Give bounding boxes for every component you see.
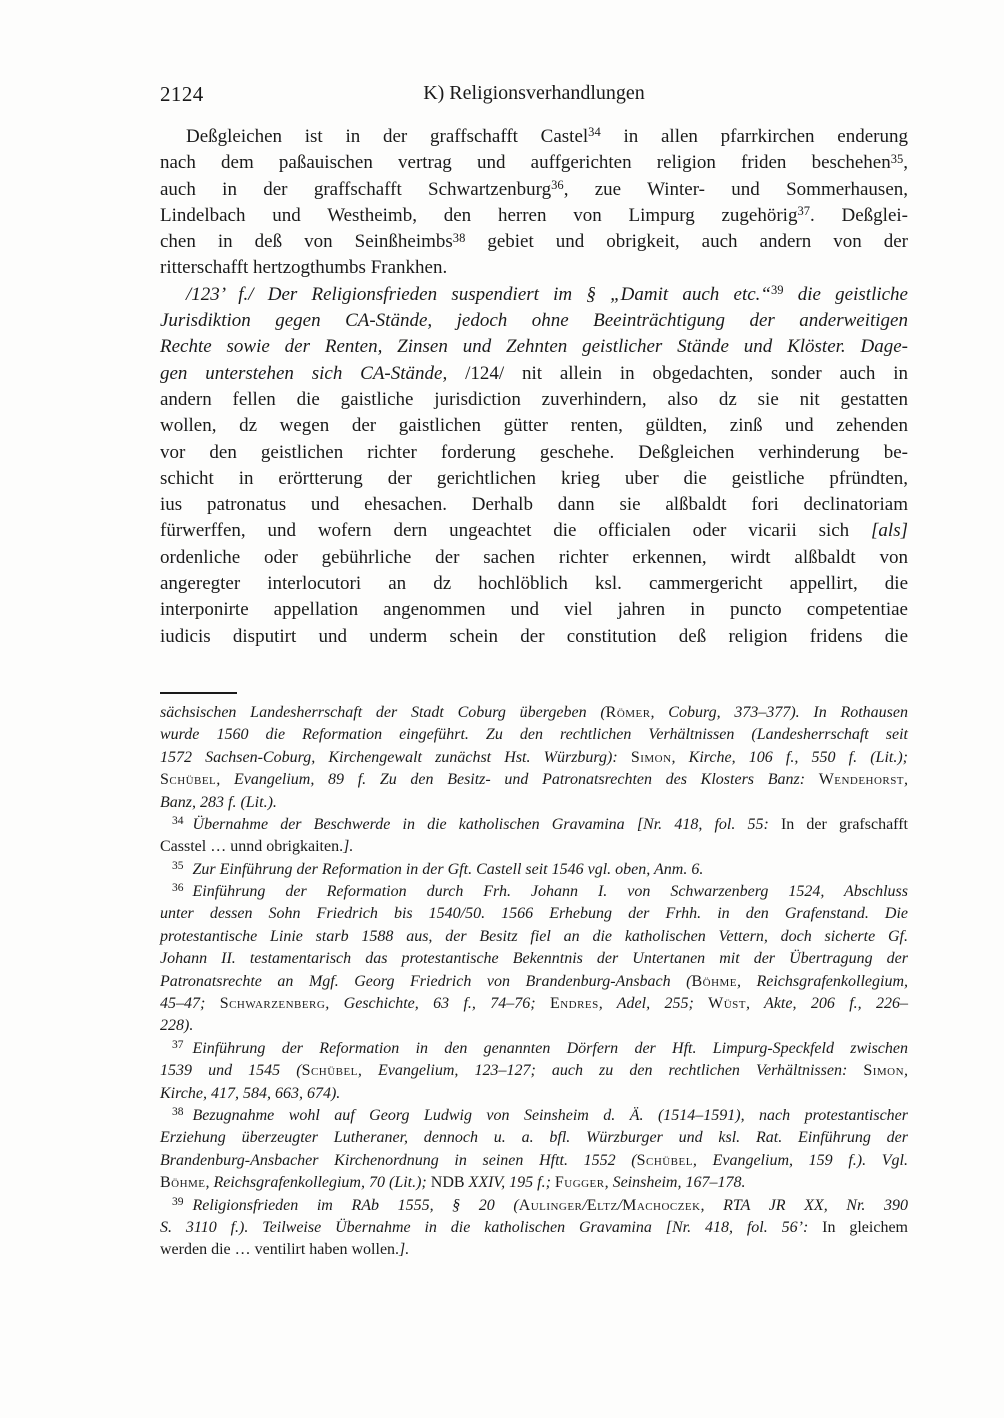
text-run: ritterschafft hertzogthumbs Frankhen. bbox=[160, 257, 448, 279]
smallcaps-name: Wüst bbox=[708, 995, 746, 1013]
smallcaps-name: Schwarzenberg bbox=[219, 995, 326, 1013]
text-line bbox=[160, 413, 908, 439]
text-line bbox=[160, 836, 908, 858]
smallcaps-name: Böhme bbox=[691, 972, 737, 990]
text-line bbox=[160, 1127, 908, 1149]
text-run: 45–47; bbox=[160, 995, 220, 1013]
text-line bbox=[160, 1172, 908, 1194]
smallcaps-name: Endres bbox=[549, 995, 599, 1013]
text-run: , Akte, 206 f., 226– bbox=[745, 995, 909, 1013]
text-run: ordenliche oder gebührliche der sachen richter erkennen, wirdt alßbaldt von bbox=[160, 546, 908, 568]
text-run: 228). bbox=[160, 1017, 194, 1035]
text-run: , Reichsgrafenkollegium, bbox=[736, 972, 908, 990]
text-line bbox=[160, 440, 908, 466]
smallcaps-name: Aulinger bbox=[518, 1196, 583, 1214]
text-line bbox=[160, 229, 908, 255]
text-line bbox=[160, 859, 908, 881]
text-run: NDB bbox=[430, 1174, 465, 1192]
smallcaps-name: Schübel bbox=[636, 1151, 693, 1169]
smallcaps-name: Eltz bbox=[586, 1196, 618, 1214]
text-run: ]. bbox=[343, 838, 354, 856]
footnote-ref: 39 bbox=[771, 283, 784, 298]
main-text bbox=[160, 124, 908, 650]
footnote-marker: 37 bbox=[172, 1039, 184, 1052]
text-line bbox=[160, 124, 908, 150]
footnote-marker: 38 bbox=[172, 1106, 184, 1119]
text-run: Übernahme der Beschwerde in die katholischen Gravamina [Nr. 418, fol. 55: bbox=[192, 815, 781, 833]
footnote-ref: 34 bbox=[588, 125, 601, 140]
text-run: schicht in erörtterung der gerichtlichen krieg uber die geistliche pfründten, bbox=[160, 467, 908, 489]
text-run: Bezugnahme wohl auf Georg Ludwig von Seinsheim d. Ä. (1514–1591), nach protestantischer bbox=[192, 1106, 908, 1124]
smallcaps-name: Römer bbox=[605, 703, 651, 721]
text-run: wollen, dz wegen der gaistlichen gütter renten, güldten, zinß und zehenden bbox=[160, 415, 908, 437]
text-line bbox=[160, 903, 908, 925]
footnote-marker: 34 bbox=[172, 815, 184, 828]
text-line bbox=[160, 255, 908, 281]
text-run: , Kirche, 106 f., 550 f. (Lit.); bbox=[671, 748, 908, 766]
text-run: XXIV, 195 f.; bbox=[464, 1174, 555, 1192]
text-run: protestantische Linie starb 1588 aus, der Besitz fiel an die katholischen Vettern, doch sicherte Gf. bbox=[160, 927, 908, 945]
text-run: [als] bbox=[871, 520, 908, 542]
text-line bbox=[160, 1150, 908, 1172]
text-run: interponirte appellation angenommen und viel jahren in puncto competentiae bbox=[160, 599, 908, 621]
text-line bbox=[160, 545, 908, 571]
smallcaps-name: Wendehorst bbox=[818, 771, 904, 789]
text-line bbox=[160, 1083, 908, 1105]
smallcaps-name: Simon bbox=[863, 1062, 905, 1080]
text-run: Religionsfrieden im RAb 1555, § 20 ( bbox=[192, 1196, 519, 1214]
text-line bbox=[160, 334, 908, 360]
footnote-ref: 36 bbox=[551, 177, 564, 192]
text-line bbox=[160, 518, 908, 544]
text-run: chen in deß von Seinßheimbs bbox=[160, 231, 453, 253]
text-run: Erziehung überzeugter Lutheraner, dennoch u. a. bfl. Würzburger und ksl. Rat. Einführung der bbox=[160, 1129, 908, 1147]
footnotes bbox=[160, 702, 908, 1262]
text-line bbox=[160, 702, 908, 724]
smallcaps-name: Schübel bbox=[160, 771, 217, 789]
smallcaps-name: Böhme bbox=[160, 1174, 206, 1192]
text-run: iudicis disputirt und underm schein der constitution deß religion fridens die bbox=[160, 625, 908, 647]
smallcaps-name: Fugger bbox=[554, 1174, 605, 1192]
text-run: in allen pfarrkirchen enderung bbox=[600, 126, 908, 147]
text-run: fürwerffen, und wofern dern ungeachtet die officialen oder vicarii sich bbox=[160, 520, 872, 542]
text-run: 1539 und 1545 ( bbox=[160, 1062, 302, 1080]
text-run: Patronatsrechte an Mgf. Georg Friedrich von Brandenburg-Ansbach ( bbox=[160, 972, 692, 990]
footnote-marker: 36 bbox=[172, 882, 184, 895]
text-line bbox=[160, 1015, 908, 1037]
text-run: 1572 Sachsen-Coburg, Kirchengewalt zunächst Hst. Würzburg): bbox=[160, 748, 631, 766]
smallcaps-name: Simon bbox=[630, 748, 672, 766]
text-run: . Deßglei- bbox=[809, 204, 908, 226]
text-line bbox=[160, 1105, 908, 1127]
text-line bbox=[160, 769, 908, 791]
footnote-ref: 37 bbox=[797, 204, 810, 219]
text-run: Kirche, 417, 584, 663, 674). bbox=[160, 1084, 341, 1102]
text-run: S. 3110 f.). Teilweise Übernahme in die katholischen Gravamina [Nr. 418, fol. 56’: bbox=[160, 1218, 823, 1236]
text-run: werden die … ventilirt haben wollen. bbox=[160, 1241, 400, 1259]
text-line bbox=[160, 926, 908, 948]
text-line bbox=[160, 1195, 908, 1217]
text-run: Brandenburg-Ansbacher Kirchenordnung in seinen Hftt. 1552 ( bbox=[160, 1151, 637, 1169]
text-run: , Geschichte, 63 f., 74–76; bbox=[325, 995, 550, 1013]
text-line bbox=[160, 203, 908, 229]
text-run: , Evangelium, 89 f. Zu den Besitz- und Patronatsrechten des Klosters Banz: bbox=[216, 771, 819, 789]
footnote-ref: 38 bbox=[452, 230, 466, 245]
smallcaps-name: Machoczek bbox=[622, 1196, 701, 1214]
text-run: angeregter interlocutori an dz hochlöblich ksl. cammergericht appellirt, die bbox=[160, 573, 908, 595]
text-run: Deßgleichen ist in der graffschafft Castel bbox=[186, 126, 589, 147]
text-run: Einführung der Reformation durch Frh. Johann I. von Schwarzenberg 1524, Abschluss bbox=[192, 883, 908, 901]
text-line bbox=[160, 1239, 908, 1261]
text-run: In gleichem bbox=[822, 1218, 909, 1236]
text-line bbox=[160, 624, 908, 650]
text-line bbox=[160, 492, 908, 518]
text-line bbox=[160, 971, 908, 993]
text-line bbox=[160, 466, 908, 492]
text-run: gen unterstehen sich CA-Stände, bbox=[160, 362, 466, 384]
text-line bbox=[160, 282, 908, 308]
running-head: K) Religionsverhandlungen bbox=[423, 82, 645, 104]
text-run: wurde 1560 die Reformation eingeführt. Zu den rechtlichen Verhältnissen (Landesherrschaft seit bbox=[160, 726, 908, 744]
text-run: , bbox=[904, 771, 908, 789]
text-run: In der grafschafft bbox=[780, 815, 908, 833]
text-line bbox=[160, 792, 908, 814]
text-run: , RTA JR XX, Nr. 390 bbox=[700, 1196, 909, 1214]
footnote-separator bbox=[160, 692, 237, 694]
text-run: Lindelbach und Westheimb, den herren von Limpurg zugehörig bbox=[160, 204, 798, 226]
text-run: Rechte sowie der Renten, Zinsen und Zehnten geistlicher Stände und Klöster. Dage- bbox=[160, 336, 908, 358]
text-run: Casstel … unnd obrigkaiten. bbox=[160, 838, 344, 856]
footnote-ref: 35 bbox=[890, 151, 904, 166]
text-line bbox=[160, 1060, 908, 1082]
text-run: , Reichsgrafenkollegium, 70 (Lit.); bbox=[205, 1174, 431, 1192]
text-run: die geistliche bbox=[783, 283, 908, 305]
text-run: Jurisdiktion gegen CA-Stände, jedoch ohne Beeinträchtigung der anderweitigen bbox=[160, 310, 908, 332]
text-run: auch in der graffschafft Schwartzenburg bbox=[160, 178, 552, 200]
text-run: , Evangelium, 159 f.). Vgl. bbox=[692, 1151, 908, 1169]
smallcaps-name: Schübel bbox=[301, 1062, 358, 1080]
text-line bbox=[160, 747, 908, 769]
text-line bbox=[160, 177, 908, 203]
text-run: , bbox=[903, 152, 908, 174]
text-line bbox=[160, 948, 908, 970]
text-line bbox=[160, 1217, 908, 1239]
text-run: , zue Winter- und Sommerhausen, bbox=[563, 178, 909, 200]
text-run: vor den geistlichen richter forderung geschehe. Deßgleichen verhinderung be- bbox=[160, 441, 908, 463]
page-number: 2124 bbox=[160, 82, 204, 106]
text-run: , Coburg, 373–377). In Rothausen bbox=[650, 703, 909, 721]
text-line bbox=[160, 1038, 908, 1060]
text-run: Banz, 283 f. (Lit.). bbox=[160, 793, 277, 811]
text-run: , Evangelium, 123–127; auch zu den rechtlichen Verhältnissen: bbox=[357, 1062, 864, 1080]
footnote-marker: 35 bbox=[172, 860, 184, 873]
text-line bbox=[160, 361, 908, 387]
text-run: / bbox=[582, 1196, 587, 1214]
page-header bbox=[160, 0, 908, 108]
text-run: /124/ nit allein in obgedachten, sonder auch in bbox=[465, 362, 908, 384]
text-run: nach dem paßauischen vertrag und auffgerichten religion friden beschehen bbox=[160, 152, 891, 174]
text-line bbox=[160, 150, 908, 176]
text-run: sächsischen Landesherrschaft der Stadt Coburg übergeben ( bbox=[160, 703, 606, 721]
text-run: Johann II. testamentarisch das protestantische Bekenntnis der Untertanen mit der Übertragung der bbox=[160, 950, 908, 968]
text-line bbox=[160, 597, 908, 623]
text-run: /123’ f./ Der Religionsfrieden suspendiert im § „Damit auch etc.“ bbox=[186, 283, 771, 305]
text-line bbox=[160, 571, 908, 597]
text-line bbox=[160, 993, 908, 1015]
text-run: , Seinsheim, 167–178. bbox=[604, 1174, 746, 1192]
footnote-marker: 39 bbox=[172, 1195, 184, 1208]
text-run: , bbox=[904, 1062, 909, 1080]
text-run: andern fellen die gaistliche jurisdiction zuverhindern, also dz sie nit gestatten bbox=[160, 388, 908, 410]
text-line bbox=[160, 881, 908, 903]
text-run: Zur Einführung der Reformation in der Gft. Castell seit 1546 vgl. oben, Anm. 6. bbox=[192, 860, 704, 878]
text-line bbox=[160, 814, 908, 836]
text-line bbox=[160, 724, 908, 746]
text-run: / bbox=[617, 1196, 623, 1214]
text-run: , Adel, 255; bbox=[598, 995, 709, 1013]
text-run: ]. bbox=[399, 1241, 410, 1259]
text-run: Einführung der Reformation in den genannten Dörfern der Hft. Limpurg-Speckfeld zwischen bbox=[192, 1039, 908, 1057]
text-run: ius patronatus und ehesachen. Derhalb dann sie alßbaldt fori declinatoriam bbox=[160, 494, 908, 516]
text-run: gebiet und obrigkeit, auch andern von der bbox=[465, 231, 908, 253]
text-line bbox=[160, 308, 908, 334]
text-run: unter dessen Sohn Friedrich bis 1540/50. 1566 Erhebung der Frhh. in den Grafenstand. Die bbox=[160, 905, 908, 923]
text-line bbox=[160, 387, 908, 413]
